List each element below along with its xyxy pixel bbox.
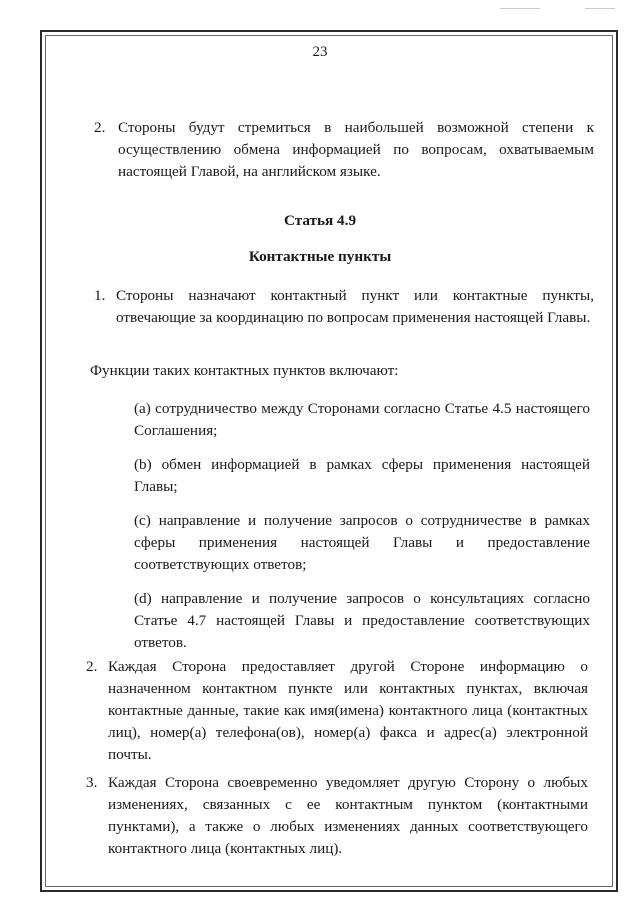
paragraph-text: Каждая Сторона своевременно уведомляет другую Сторону о любых изменениях, связанных с ее контактным пунктом (контактными пунктами), а также о любых изменениях данных соответствующего контактного лица (контактных лиц).: [108, 774, 588, 857]
function-item-b: (b) обмен информацией в рамках сферы применения настоящей Главы;: [134, 456, 590, 495]
function-item-d: (d) направление и получение запросов о консультациях согласно Статье 4.7 настоящей Главы и предоставление соответствующих ответов.: [134, 590, 590, 651]
function-item-c: (c) направление и получение запросов о сотрудничестве в рамках сферы применения настоящей Главы и предоставление соответствующих ответов;: [134, 512, 590, 573]
paragraph-number: 2.: [94, 119, 106, 136]
article-subtitle: Контактные пункты: [248, 248, 392, 265]
paragraph-number: 3.: [86, 774, 98, 791]
paragraph-number: 1.: [94, 287, 106, 304]
paragraph-text: Каждая Сторона предоставляет другой Стороне информацию о назначенном контактном пункте или контактных пунктах, включая контактные данные, такие как имя(имена) контактного лица (контактных лиц), номер(а) телефона(ов), номер(а) факса и адрес(а) электронной почты.: [108, 658, 588, 763]
function-item-a: (a) сотрудничество между Сторонами согласно Статье 4.5 настоящего Соглашения;: [134, 400, 590, 439]
paragraph-text: Стороны назначают контактный пункт или контактные пункты, отвечающие за координацию по вопросам применения настоящей Главы.: [116, 287, 594, 326]
paragraph-number: 2.: [86, 658, 98, 675]
functions-intro: Функции таких контактных пунктов включают:: [90, 362, 399, 379]
page-number: 23: [312, 44, 328, 60]
paragraph-text: Стороны будут стремиться в наибольшей возможной степени к осуществлению обмена информацией по вопросам, охватываемым настоящей Главой, на английском языке.: [118, 119, 594, 180]
article-title: Статья 4.9: [283, 212, 357, 229]
